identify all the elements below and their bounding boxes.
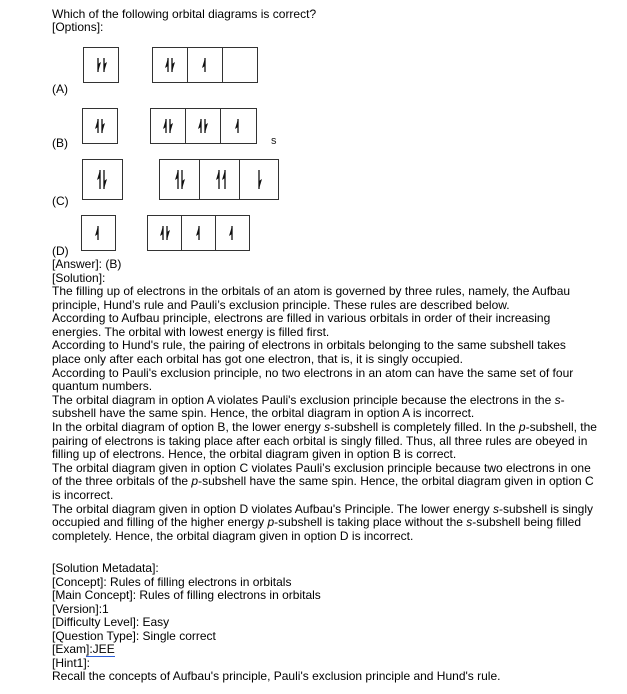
option-c-label: (C) [52,194,69,208]
stray-s-mark: s [271,135,277,147]
option-a-p-orbitals [152,47,258,83]
option-b-s-orbital [82,108,118,144]
electron-arrows-icon [94,166,110,193]
spellcheck-underline: ]:JEE [86,642,115,656]
orbital-box [148,216,182,250]
orbital-box [83,109,116,143]
solution-body [52,285,597,543]
electron-arrows-icon [230,115,246,137]
orbital-box [188,48,223,82]
orbital-box [151,109,186,143]
metadata-concept: [Concept]: Rules of filling electrons in orbitals [52,574,292,589]
solution-paragraph: According to Pauli's exclusion principle, no two electrons in an atom can have the same set of four quantum numbers. [52,365,574,394]
solution-paragraph: According to Aufbau principle, electrons are filled in various orbitals in order of their increasing energies. The orbital with lowest energy is filled first. [52,311,551,339]
option-b-p-orbitals [150,108,257,144]
orbital-box [216,216,248,250]
orbital-box [182,216,216,250]
electron-arrows-icon [197,54,213,76]
electron-arrows-icon [224,222,240,244]
solution-paragraph: According to Hund's rule, the pairing of electrons in orbitals belonging to the same subshell takes place only after each orbital has got one electron, that is, it is singly occupied. [52,338,566,366]
option-d-p-orbitals [147,215,250,251]
electron-arrows-icon [90,222,106,244]
orbital-box [82,216,114,250]
option-d-s-orbital [81,215,116,251]
orbital-box [186,109,221,143]
electron-arrows-icon [160,115,176,137]
electron-arrows-icon [157,222,173,244]
electron-arrows-icon [212,166,228,193]
orbital-box [223,48,256,82]
electron-arrows-icon [92,115,108,137]
hint-header: [Hint1]: [52,655,91,670]
option-a-s-orbital [83,47,119,83]
option-b-explanation: In the orbital diagram of option B, the lower energy s-subshell is completely filled. In the p-subshell, the pairing of electrons is taking place after each orbital is singly filled. Thus, all three rules are obeyed in filling up of electrons. Hence, the orbital diagram given in option B is correct. [52,419,597,462]
option-c-p-orbitals [159,159,279,200]
metadata-main-concept: [Main Concept]: Rules of filling electrons in orbitals [52,588,321,602]
option-d-label: (D) [52,244,69,258]
metadata-difficulty: [Difficulty Level]: Easy [52,615,170,629]
metadata-header: [Solution Metadata]: [52,561,159,575]
orbital-box [200,160,240,199]
electron-arrows-icon [251,166,267,193]
metadata-version: [Version]:1 [52,601,109,616]
electron-arrows-icon [93,54,109,76]
answer: [Answer]: (B) [52,257,122,271]
solution-header: [Solution]: [52,271,106,285]
metadata-question-type: [Question Type]: Single correct [52,628,216,643]
option-b-label: (B) [52,136,68,150]
electron-arrows-icon [195,115,211,137]
option-d-explanation: The orbital diagram given in option D violates Aufbau's Principle. The lower energy s-subshell is singly occupied and filling of the higher energy p-subshell is taking place without the s-subshell being filled completely. Hence, the orbital diagram given in option D is incorrect. [52,501,594,543]
electron-arrows-icon [162,54,178,76]
electron-arrows-icon [172,166,188,193]
metadata-exam: [Exam]:JEE [52,642,115,656]
orbital-box [160,160,200,199]
question-text: Which of the following orbital diagrams is correct? [52,7,317,21]
options-header: [Options]: [52,20,104,34]
option-c-s-orbital [82,159,123,200]
option-a-explanation: The orbital diagram in option A violates Pauli's exclusion principle because the electrons in the s-subshell have the same spin. Hence, the orbital diagram in option A is incorrect. [52,392,565,421]
orbital-box [240,160,277,199]
orbital-box [221,109,255,143]
electron-arrows-icon [191,222,207,244]
orbital-box [83,160,121,199]
orbital-box [153,48,188,82]
option-a-label: (A) [52,82,68,96]
option-c-explanation: The orbital diagram given in option C violates Pauli’s exclusion principle because two electrons in one of the three orbitals of the p-subshell have the same spin. Hence, the orbital diagram given in option C is incorrect. [52,460,594,502]
orbital-box [84,48,117,82]
hint-text: Recall the concepts of Aufbau's principle, Pauli's exclusion principle and Hund's rule. [52,669,501,683]
solution-paragraph: The filling up of electrons in the orbitals of an atom is governed by three rules, namely, the Aufbau principle, Hund’s rule and Pauli’s exclusion principle. These rules are described below. [52,284,571,312]
